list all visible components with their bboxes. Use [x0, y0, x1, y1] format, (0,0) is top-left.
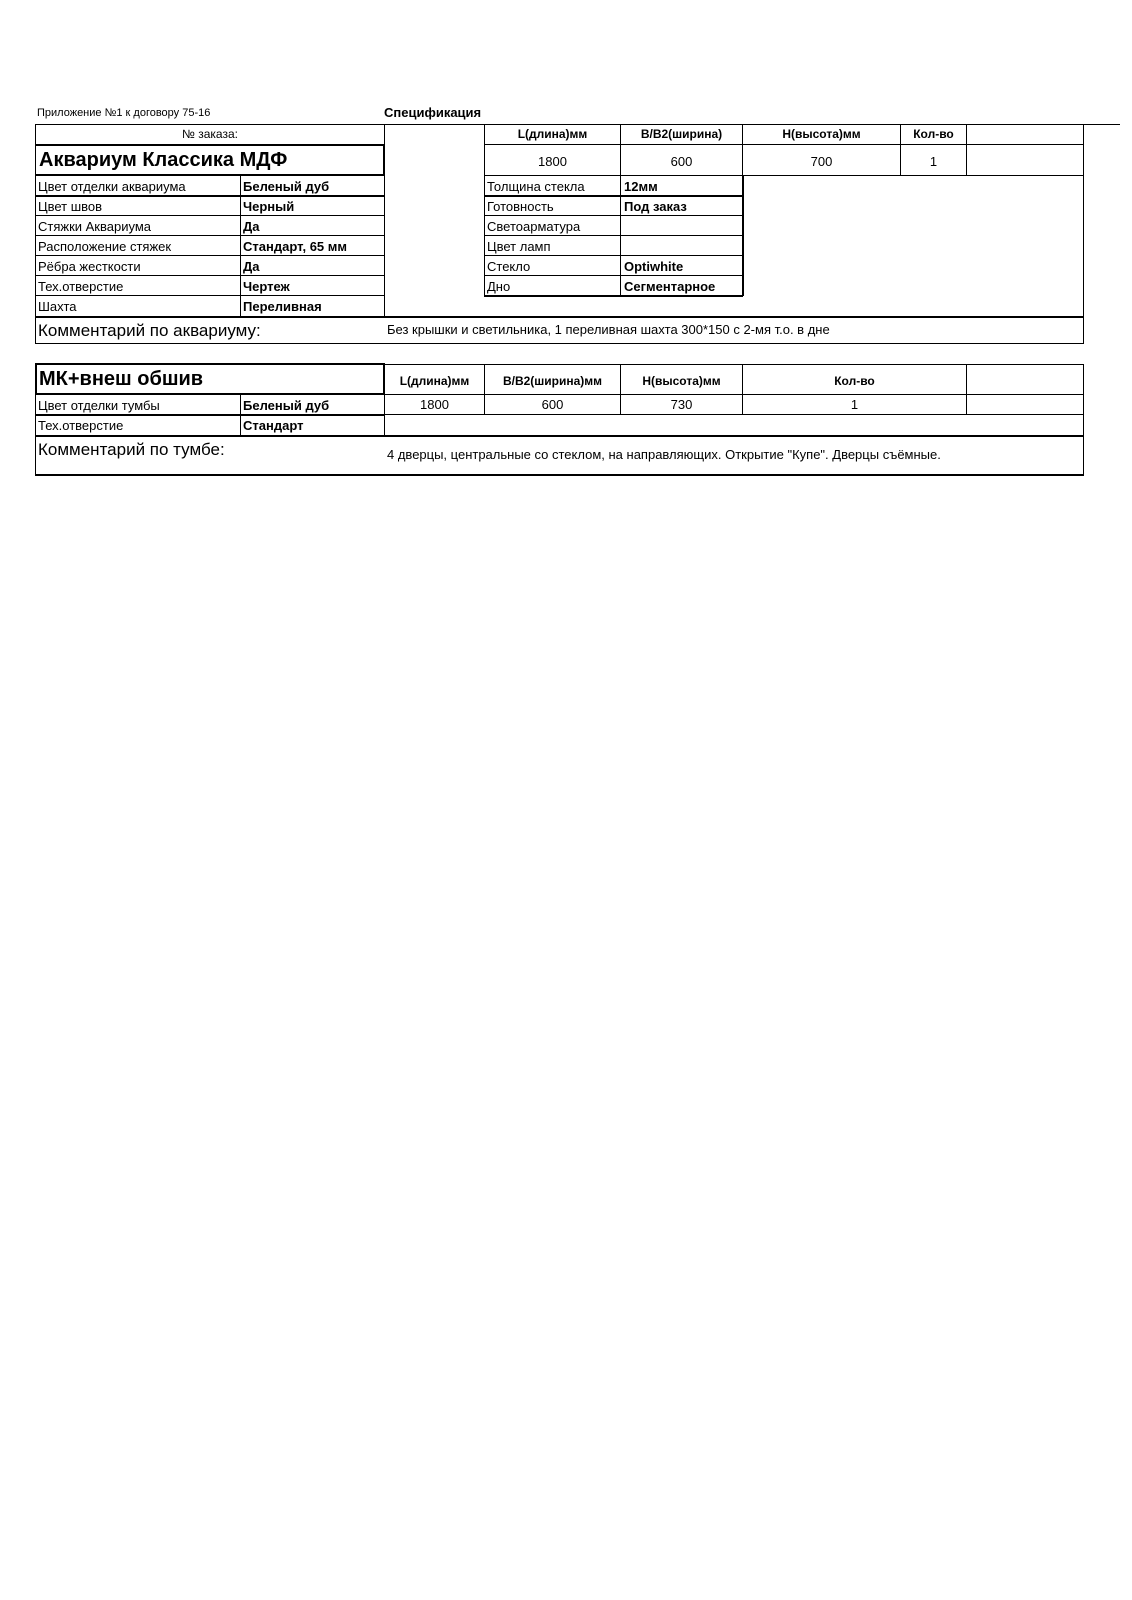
prop-label: Тех.отверстие — [38, 418, 124, 433]
prop-label: Светоарматура — [487, 219, 581, 234]
document-title: Спецификация — [384, 105, 482, 120]
dim-header-width: B/B2(ширина) — [640, 127, 723, 141]
prop-label: Цвет швов — [38, 199, 103, 214]
prop-label: Толщина стекла — [487, 179, 585, 194]
prop-label: Стяжки Аквариума — [38, 219, 152, 234]
cabinet-comment: 4 дверцы, центральные со стеклом, на направляющих. Открытие "Купе". Дверцы съёмные. — [387, 447, 941, 462]
prop-label: Тех.отверстие — [38, 279, 124, 294]
cabinet-comment-label: Комментарий по тумбе: — [38, 440, 225, 459]
dim-value-height: 700 — [810, 154, 833, 169]
prop-value: 12мм — [624, 179, 658, 194]
prop-label: Дно — [487, 279, 511, 294]
cabinet-dim-value-length: 1800 — [420, 397, 449, 412]
cabinet-dim-header-width: B/B2(ширина)мм — [502, 374, 603, 388]
prop-label: Готовность — [487, 199, 554, 214]
cabinet-dim-header-quantity: Кол-во — [834, 374, 875, 388]
aquarium-comment-label: Комментарий по аквариуму: — [38, 321, 261, 340]
cabinet-dim-value-width: 600 — [541, 397, 564, 412]
dim-header-length: L(длина)мм — [517, 127, 588, 141]
dim-value-width: 600 — [670, 154, 693, 169]
cabinet-name: МК+внеш обшив — [39, 368, 204, 390]
prop-label: Расположение стяжек — [38, 239, 172, 254]
aquarium-name: Аквариум Классика МДФ — [39, 149, 288, 171]
dim-value-length: 1800 — [538, 154, 567, 169]
prop-label: Рёбра жесткости — [38, 259, 141, 274]
prop-label: Цвет ламп — [487, 239, 551, 254]
prop-value: Optiwhite — [624, 259, 684, 274]
prop-label: Шахта — [38, 299, 77, 314]
cabinet-dim-value-height: 730 — [670, 397, 693, 412]
dim-header-quantity: Кол-во — [913, 127, 954, 141]
prop-value: Чертеж — [243, 279, 290, 294]
prop-value: Да — [243, 259, 260, 274]
cabinet-dim-header-height: H(высота)мм — [642, 374, 721, 388]
prop-label: Цвет отделки аквариума — [38, 179, 186, 194]
prop-value: Стандарт — [243, 418, 304, 433]
dim-header-height: H(высота)мм — [782, 127, 861, 141]
prop-value: Черный — [243, 199, 295, 214]
cabinet-dim-header-length: L(длина)мм — [399, 374, 470, 388]
prop-value: Под заказ — [624, 199, 687, 214]
prop-label: Стекло — [487, 259, 531, 274]
appendix-note: Приложение №1 к договору 75-16 — [37, 107, 211, 119]
aquarium-comment: Без крышки и светильника, 1 переливная шахта 300*150 с 2-мя т.о. в дне — [387, 322, 830, 337]
prop-value: Сегментарное — [624, 279, 716, 294]
prop-label: Цвет отделки тумбы — [38, 398, 160, 413]
prop-value: Да — [243, 219, 260, 234]
prop-value: Беленый дуб — [243, 179, 330, 194]
prop-value: Беленый дуб — [243, 398, 330, 413]
prop-value: Стандарт, 65 мм — [243, 239, 348, 254]
cabinet-dim-value-quantity: 1 — [850, 397, 859, 412]
order-number-label: № заказа: — [182, 127, 238, 141]
dim-value-quantity: 1 — [929, 154, 938, 169]
prop-value: Переливная — [243, 299, 322, 314]
